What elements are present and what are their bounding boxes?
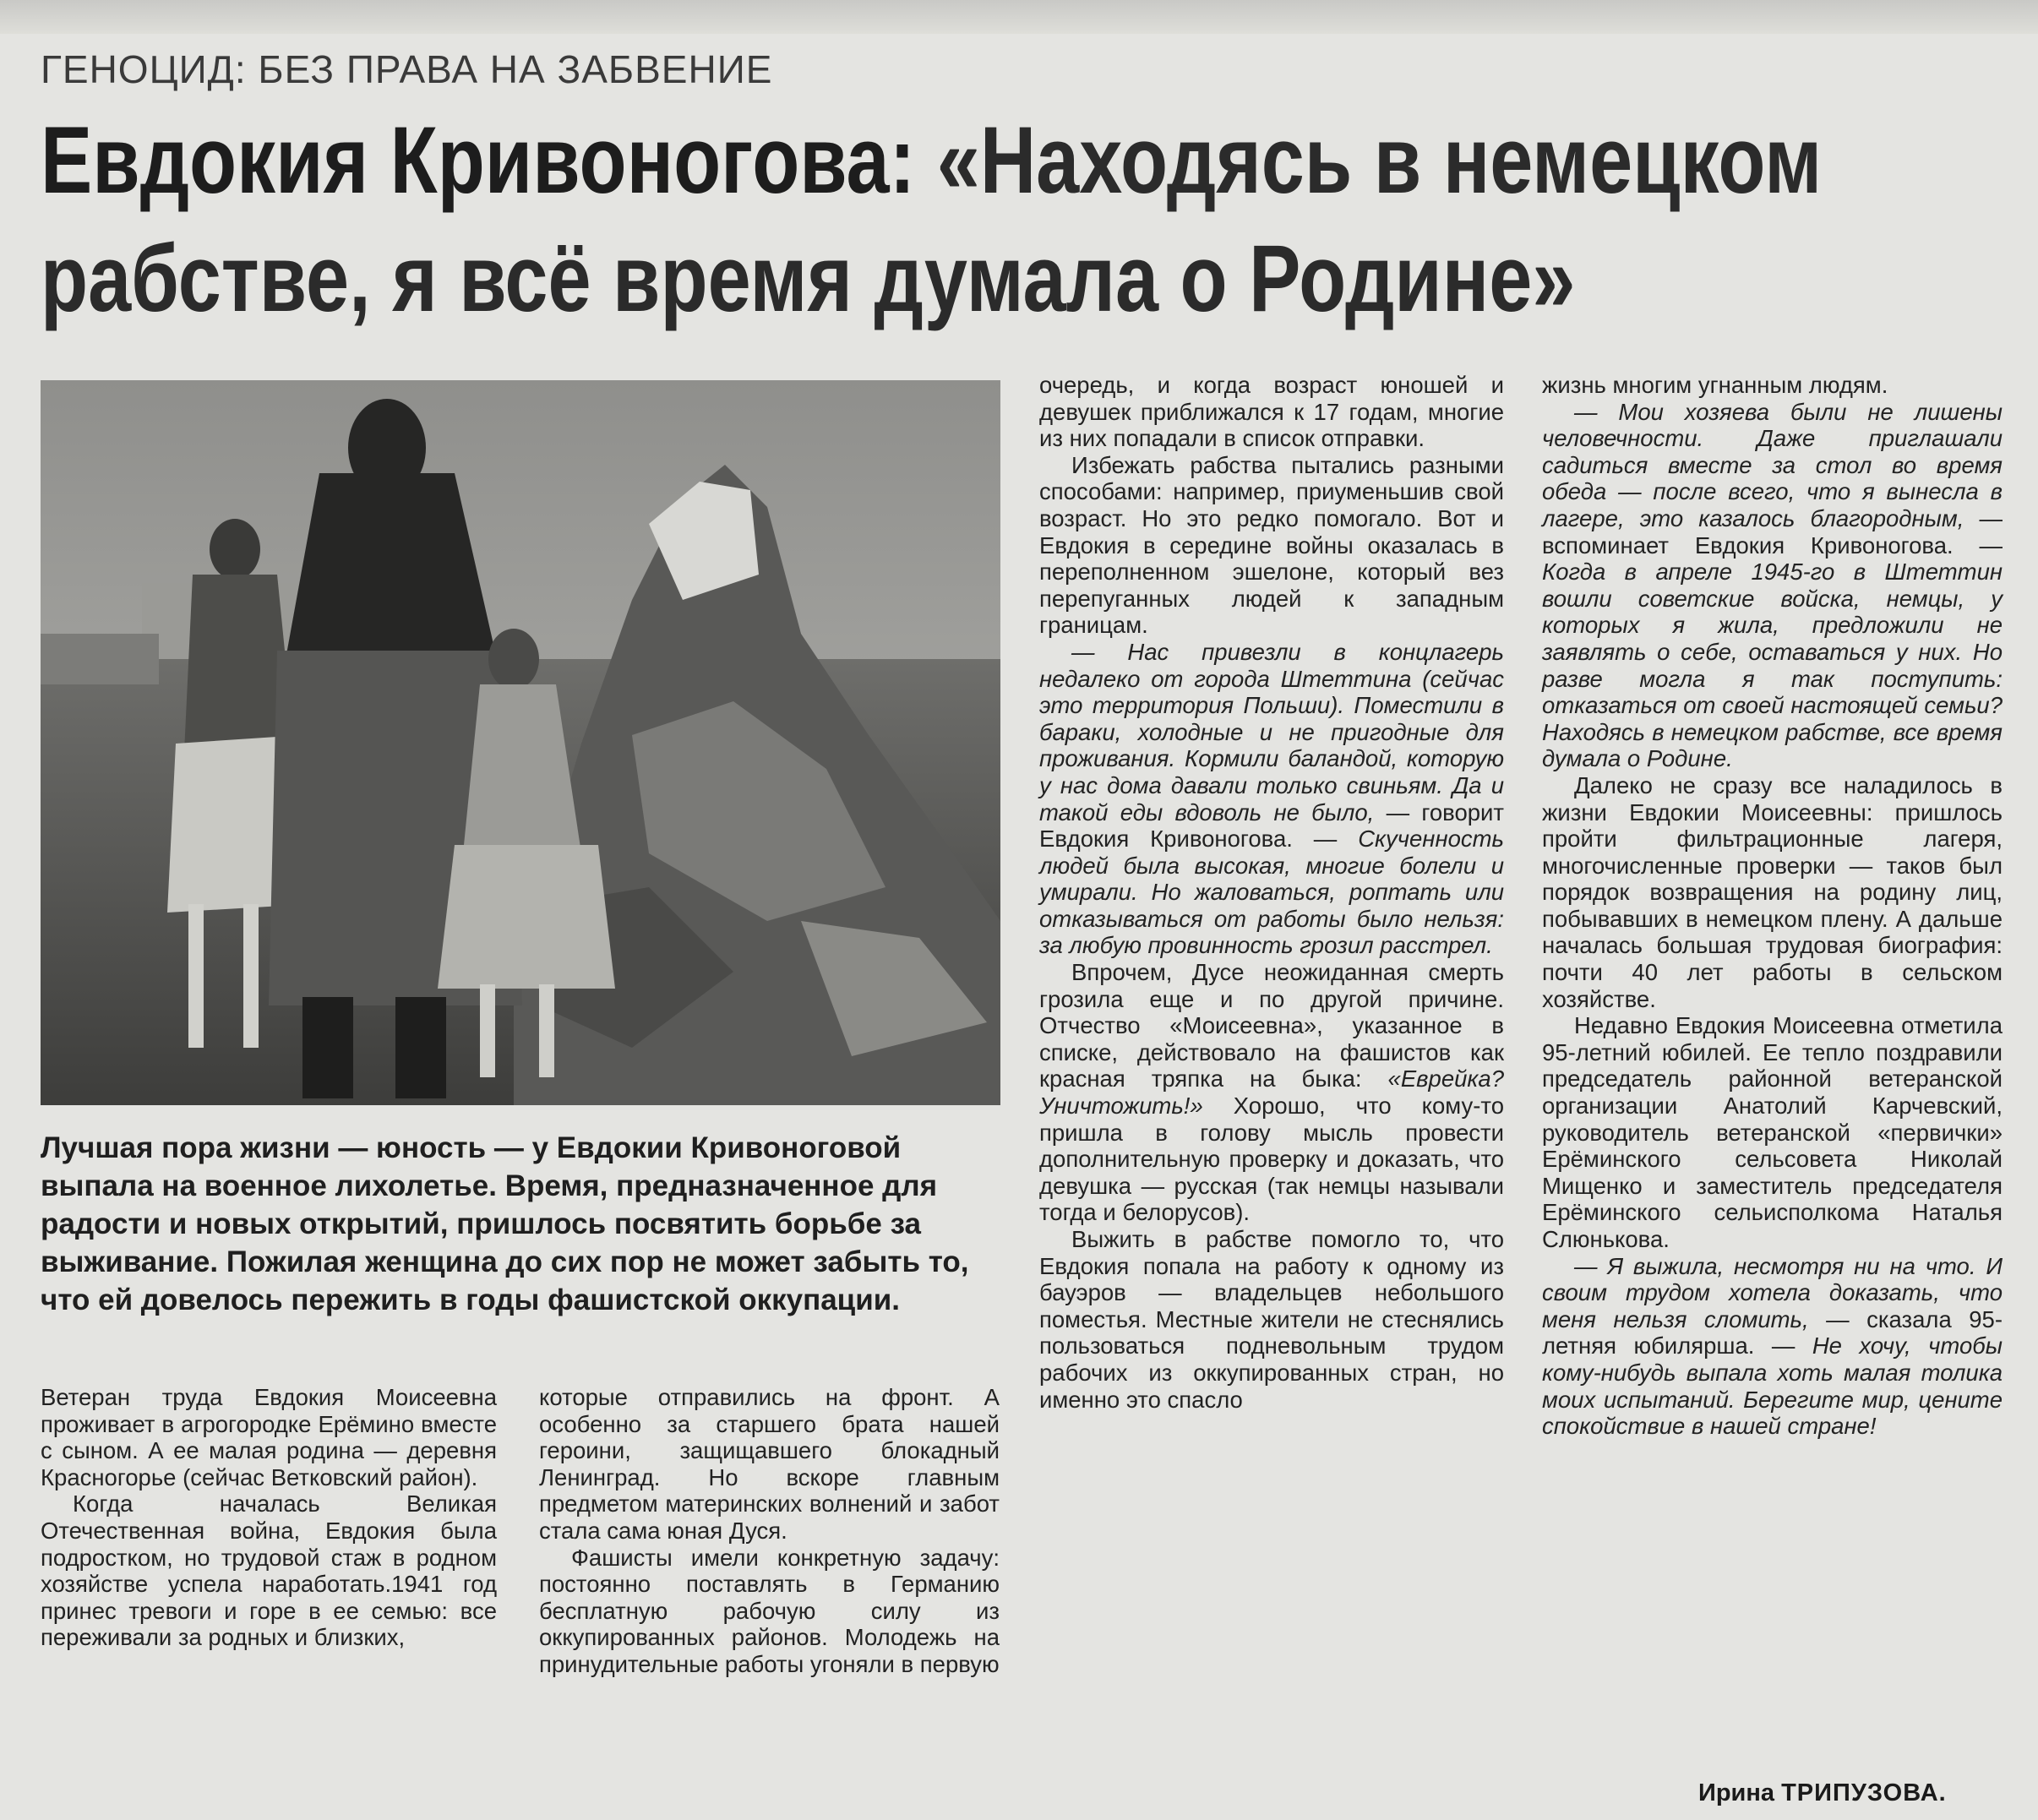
paragraph-text: Хорошо, что кому-то пришла в голову мысль провести дополнительную проверку и доказать, что девушка — русская (так немцы называли тогда и белорусов). [1039, 1093, 1504, 1226]
article-paragraph: Избежать рабства пытались разными способами: например, приуменьшив свой возраст. Но это редко помогало. Вот и Евдокия в середине войны оказалась в переполненном эшелоне, который вез перепуганных людей к западным границам. [1039, 451, 1504, 639]
attribution-text: — сказала 95-летняя юбилярша. — [1542, 1305, 2003, 1360]
war-photo-illustration [41, 380, 1000, 1105]
article-paragraph: жизнь многим угнанным людям. [1542, 372, 1888, 398]
rubric: ГЕНОЦИД: БЕЗ ПРАВА НА ЗАБВЕНИЕ [41, 47, 773, 91]
quote-paragraph [1542, 399, 2003, 772]
article-column-4 [1542, 372, 2003, 1440]
article-paragraph: Далеко не сразу все наладилось в жизни Евдокии Моисеевны: пришлось пройти фильтрационные лагеря, многочисленные проверки — таков был порядок возвращения на родину лиц, побывавших в немецком плену. А дальше началась большая трудовая биография: почти 40 лет работы в сельском хозяйстве. [1542, 771, 2003, 1012]
quote-text: — Мои хозяева были не лишены человечности. Даже приглашали садиться вместе за стол во время обеда — после всего, что я вынесла в лагере, это казалось благородным, [1542, 398, 2003, 531]
quote-text: Скученность людей была высокая, многие болели и умирали. Но жаловаться, роптать или отказываться от работы было нельзя: за любую провинность грозил расстрел. [1039, 826, 1504, 959]
article-paragraph: Недавно Евдокия Моисеевна отметила 95-летний юбилей. Ее тепло поздравили председатель районной ветеранской организации Анатолий Карчевский, руководитель ветеранской «первички» Ерёминского сельсовета Николай Мищенко и заместитель председателя Ерёминского сельисполкома Наталья Слюнькова. [1542, 1012, 2003, 1252]
headline-quote: «Находясь в немецком рабстве, я всё время думала о Родине» [41, 107, 1823, 331]
quote-text: — Нас привезли в концлагерь недалеко от города Штеттина (сейчас это территория Польши). Поместили в бараки, холодные и не пригодные для проживания. Кормили баландой, которую у нас дома давали только свиньям. Да и такой еды вдоволь не было, [1039, 638, 1504, 826]
quote-text: Когда в апреле 1945-го в Штеттин вошли советские войска, немцы, у которых я жила, предложили не заявлять о себе, оставаться у них. Но разве могла я так поступить: отказаться от своей настоящей семьи? Находясь в немецком рабстве, все время думала о Родине. [1542, 559, 2003, 772]
author-first-name: Ирина [1698, 1779, 1775, 1806]
article-paragraph [1039, 959, 1504, 1226]
headline-name: Евдокия Кривоногова: [41, 107, 916, 213]
author-last-name: ТРИПУЗОВА. [1781, 1779, 1947, 1806]
attribution-text: — вспоминает Евдокия Кривоногова. — [1542, 504, 2003, 559]
article-paragraph: Когда началась Великая Отечественная война, Евдокия была подростком, но трудовой стаж в родном хозяйстве успела наработать.1941 год принес тревоги и горе в ее семью: все переживали за родных и близких, [41, 1490, 497, 1651]
page-top-strip [0, 0, 2038, 34]
quote-text: — Я выжила, несмотря ни на что. И своим трудом хотела доказать, что меня нельзя сломить, [1542, 1252, 2003, 1332]
quote-paragraph [1542, 1253, 2003, 1440]
article-paragraph: Выжить в рабстве помогло то, что Евдокия попала на работу к одному из бауэров — владельцев небольшого поместья. Местные жители не стеснялись пользоваться подневольным трудом рабочих из оккупированных стран, но именно это спасло [1039, 1226, 1504, 1413]
headline [41, 101, 2008, 338]
article-paragraph: которые отправились на фронт. А особенно за старшего брата нашей героини, защищавшего блокадный Ленинград. Но вскоре главным предметом материнских волнений и забот стала сама юная Дуся. [539, 1384, 1000, 1544]
paragraph-text: Впрочем, Дусе неожиданная смерть грозила еще и по другой причине. Отчество «Моисеевна», указанное в списке, действовало на фашистов как красная тряпка на быка: [1039, 959, 1504, 1093]
quote-text: Не хочу, чтобы кому-нибудь выпала хоть малая толика моих испытаний. Берегите мир, цените спокойствие в нашей стране! [1542, 1332, 2003, 1440]
attribution-text: — говорит Евдокия Кривоногова. — [1039, 798, 1504, 853]
article-column-2 [539, 1384, 1000, 1678]
war-photo [41, 380, 1000, 1105]
author-signature [1698, 1779, 1947, 1807]
article-column-1 [41, 1384, 497, 1651]
quote-paragraph [1039, 639, 1504, 959]
lead-paragraph: Лучшая пора жизни — юность — у Евдокии Кривоноговой выпала на военное лихолетье. Время, предназначенное для радости и новых открытий, пришлось посвятить борьбе за выживание. Пожилая женщина до сих пор не может забыть то, что ей довелось пережить в годы фашистской оккупации. [41, 1131, 969, 1316]
article-paragraph: Фашисты имели конкретную задачу: постоянно поставлять в Германию бесплатную рабочую силу из оккупированных районов. Молодежь на принудительные работы угоняли в первую [539, 1544, 1000, 1677]
article-column-3 [1039, 372, 1504, 1413]
quote-text: «Еврейка? Уничтожить!» [1039, 1065, 1504, 1120]
article-paragraph: Ветеран труда Евдокия Моисеевна проживает в агрогородке Ерёмино вместе с сыном. А ее малая родина — деревня Красногорье (сейчас Ветковский район). [41, 1384, 497, 1490]
article-paragraph: очередь, и когда возраст юношей и девушек приближался к 17 годам, многие из них попадали в список отправки. [1039, 372, 1504, 452]
